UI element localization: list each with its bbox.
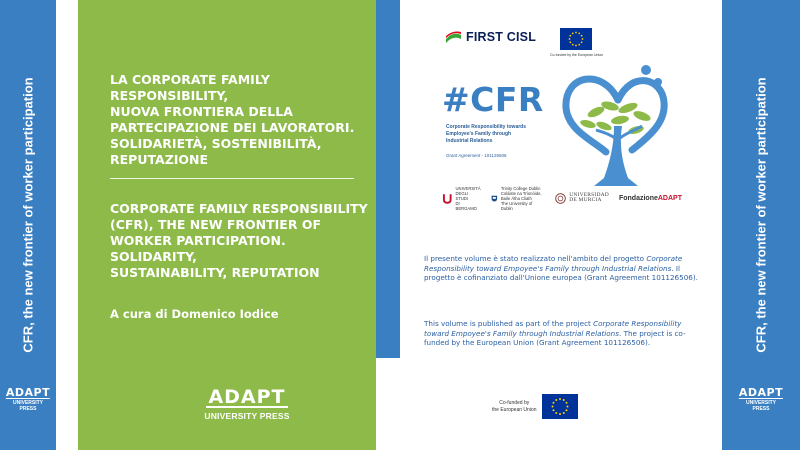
italian-note-project: Corporate Responsibility toward Empoyee's Family through Industrial Relations	[424, 254, 683, 273]
eu-star	[581, 41, 583, 43]
tcd-label: Trinity College Dublin Coláiste na Tríonóide, Baile Átha Cliath The University of Dublin	[500, 185, 542, 211]
unimur-seal-icon	[555, 193, 566, 204]
unimur-label-1: UNIVERSIDAD	[569, 192, 609, 198]
cfr-grant-number: Grant Agreement - 101126506	[446, 153, 507, 158]
eu-cofund-caption: Co-funded by the European Union	[492, 399, 537, 413]
eu-star	[556, 399, 558, 401]
spine-logo-sub: UNIVERSITY PRESS	[12, 400, 44, 412]
eu-flag-icon	[560, 28, 592, 50]
eu-star	[553, 409, 555, 411]
fondazione-adapt-label: ADAPT	[657, 194, 682, 202]
unimur-label-2: DE MURCIA	[569, 197, 602, 203]
title-divider	[110, 178, 354, 179]
unibg-label: UNIVERSITÀ DEGLI STUDI DI BERGAMO	[455, 185, 481, 211]
eu-star	[569, 38, 571, 40]
english-funding-note	[424, 319, 704, 348]
first-cisl-text: FIRST CISL	[466, 30, 537, 44]
publisher-logo	[202, 388, 292, 421]
eu-star	[563, 399, 565, 401]
eu-star	[575, 45, 577, 47]
partner-fondazione-adapt	[619, 195, 682, 202]
eu-star	[578, 44, 580, 46]
left-spine	[0, 0, 56, 450]
publisher-logo-mark: ADAPT	[208, 386, 286, 408]
italian-funding-note	[424, 254, 704, 283]
fold-strip	[376, 0, 400, 358]
spine-logo-sub-right: UNIVERSITY PRESS	[745, 400, 777, 412]
fondazione-label: Fondazione	[618, 194, 658, 202]
spine-publisher-logo	[6, 387, 50, 412]
cfr-hashtag: #CFR	[442, 80, 544, 119]
eu-flag-bottom-icon	[542, 394, 578, 419]
italian-title: LA CORPORATE FAMILY RESPONSIBILITY, NUOVA FRONTIERA DELLA PARTECIPAZIONE DEI LAVORATORI. SOLIDARIETÀ, SOSTENIBILITÀ, REPUTAZIONE	[110, 72, 355, 167]
eu-star	[575, 32, 577, 34]
spine-title: CFR, the new frontier of worker participation	[20, 77, 36, 353]
first-cisl-logo	[445, 30, 536, 44]
tcd-crest-icon	[491, 193, 498, 204]
english-note-project: Corporate Responsibility toward Empoyee's Family through Industrial Relations	[424, 319, 682, 338]
eu-star	[582, 38, 584, 40]
right-spine	[722, 0, 800, 450]
spine-logo-mark: ADAPT	[5, 386, 51, 399]
english-note-part-2: . The project is co-funded by the European Union (Grant Agreement 101126506).	[424, 328, 686, 347]
eu-star	[566, 409, 568, 411]
publisher-logo-sub: UNIVERSITY PRESS	[204, 411, 290, 421]
eu-star	[556, 412, 558, 414]
unibg-logo-icon	[442, 193, 453, 204]
english-title: CORPORATE FAMILY RESPONSIBILITY (CFR), THE NEW FRONTIER OF WORKER PARTICIPATION. SOLIDARITY, SUSTAINABILITY, REPUTATION	[110, 201, 368, 280]
eu-star	[563, 412, 565, 414]
eu-star	[559, 398, 561, 400]
eu-star	[553, 402, 555, 404]
eu-star	[572, 44, 574, 46]
eu-star	[569, 35, 571, 37]
english-note-part-1: This volume is published as part of the project	[424, 319, 594, 328]
partner-unimur	[555, 193, 609, 204]
eu-cofund-block	[492, 394, 578, 419]
eu-star	[552, 406, 554, 408]
eu-star	[572, 32, 574, 34]
spine-title-right: CFR, the new frontier of worker participation	[753, 77, 769, 353]
italian-note-part-2: . Il progetto è cofinanziato dall'Unione europea (Grant Agreement 101126506).	[424, 263, 698, 282]
front-cover	[400, 0, 722, 450]
partner-unibg	[442, 186, 481, 211]
eu-star	[581, 35, 583, 37]
spine-publisher-logo-right	[739, 387, 783, 412]
italian-note-part-1: Il presente volume è stato realizzato nell'ambito del progetto	[424, 254, 647, 263]
first-cisl-badge-icon	[445, 30, 462, 44]
eu-star	[569, 41, 571, 43]
eu-star	[559, 413, 561, 415]
back-cover	[78, 0, 376, 450]
partner-logos	[442, 185, 682, 211]
eu-star	[567, 406, 569, 408]
editor-credit: A cura di Domenico Iodice	[110, 307, 279, 321]
spine-logo-mark-right: ADAPT	[738, 386, 784, 399]
partner-tcd	[491, 186, 545, 211]
family-tree-icon	[558, 60, 678, 195]
eu-star	[566, 402, 568, 404]
eu-cofund-caption-top: Co-funded by the European Union	[550, 53, 604, 57]
eu-star	[578, 32, 580, 34]
cfr-project-name: Corporate Responsibility towards Employee's Family through Industrial Relations	[446, 124, 527, 144]
